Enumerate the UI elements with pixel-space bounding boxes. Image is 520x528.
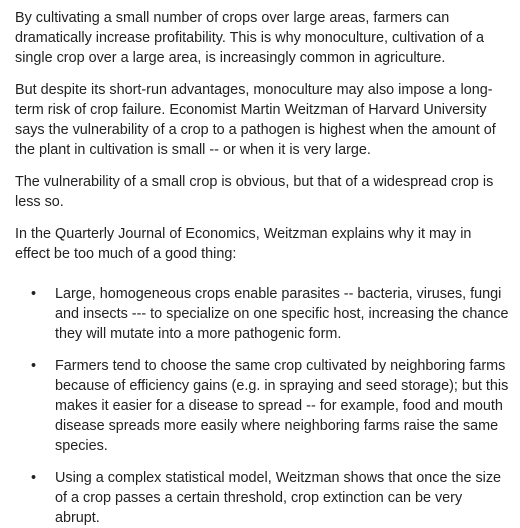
bullet-icon: •: [31, 358, 37, 374]
list-item: [15, 468, 510, 528]
paragraph-journal-intro: In the Quarterly Journal of Economics, Weitzman explains why it may in effect be too much of a good thing:: [15, 226, 472, 262]
list-item: [15, 284, 510, 344]
list-item-text: Large, homogeneous crops enable parasites -- bacteria, viruses, fungi and insects --- to specialize on one specific host, increasing the chance they will mutate into a more pathogenic form.: [55, 286, 509, 342]
bullet-list: [15, 284, 510, 528]
bullet-icon: •: [31, 470, 37, 486]
paragraph-long-term-risk: But despite its short-run advantages, monoculture may also impose a long-term risk of crop failure. Economist Martin Weitzman of Harvard University says the vulnerability of a crop to a pathogen is highest when the amount of the plant in cultivation is small -- or when it is very large.: [15, 82, 496, 158]
list-item-text: Farmers tend to choose the same crop cultivated by neighboring farms because of efficiency gains (e.g. in spraying and seed storage); but this makes it easier for a disease to spread -- for example, food and mouth disease spreads more easily where neighboring farms raise the same species.: [55, 358, 509, 454]
paragraph-small-crop: The vulnerability of a small crop is obvious, but that of a widespread crop is less so.: [15, 174, 494, 210]
bullet-icon: •: [31, 286, 37, 302]
list-item: [15, 356, 510, 456]
paragraph-monoculture-intro: By cultivating a small number of crops over large areas, farmers can dramatically increase profitability. This is why monoculture, cultivation of a single crop over a large area, is increasingly common in agriculture.: [15, 10, 484, 66]
list-item-text: Using a complex statistical model, Weitzman shows that once the size of a crop passes a certain threshold, crop extinction can be very abrupt.: [55, 470, 502, 526]
